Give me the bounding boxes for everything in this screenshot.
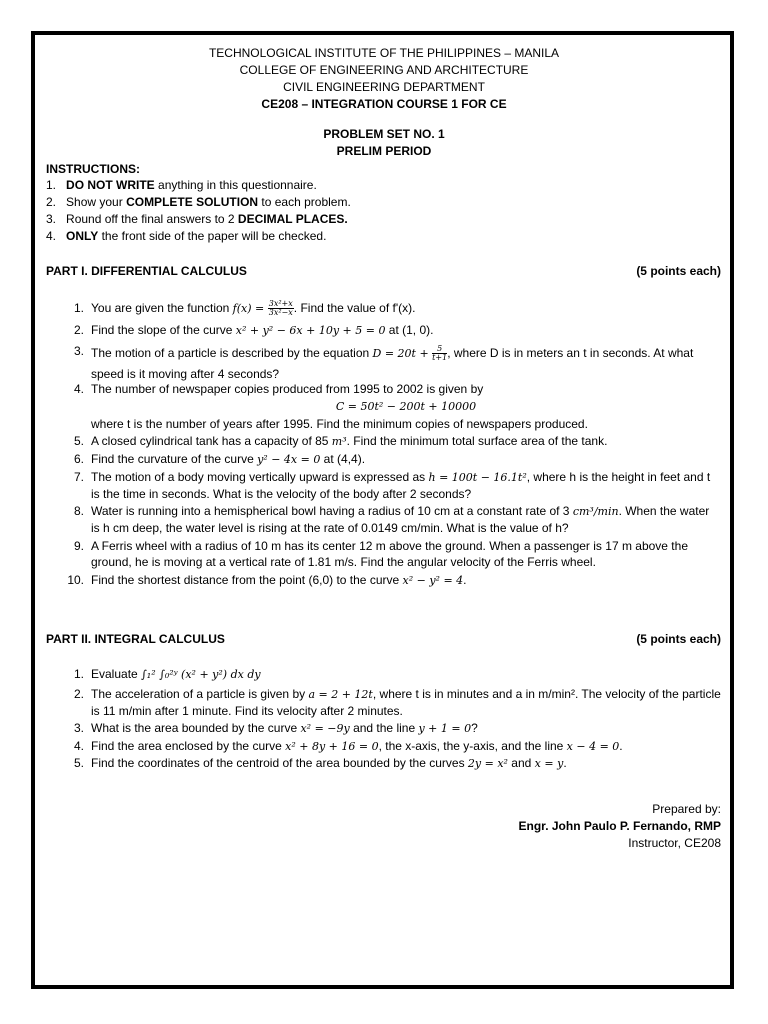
part2-title: PART II. INTEGRAL CALCULUS bbox=[46, 632, 225, 646]
problem-number: 5. bbox=[73, 756, 84, 770]
instructor-role: Instructor, CE208 bbox=[628, 836, 721, 850]
problem-number: 3. bbox=[73, 721, 84, 735]
problem-number: 3. bbox=[73, 344, 84, 358]
college-name: COLLEGE OF ENGINEERING AND ARCHITECTURE bbox=[239, 63, 529, 77]
problem-text: You are given the function f(x) = $\frac{\text{3x²+x}}{\text{3x²−x}}$ . Find the value of f'(x). bbox=[91, 299, 416, 318]
problem-set-title: PROBLEM SET NO. 1 bbox=[323, 127, 445, 141]
course-title: CE208 – INTEGRATION COURSE 1 FOR CE bbox=[261, 97, 507, 111]
problem-text: The number of newspaper copies produced from 1995 to 2002 is given by bbox=[91, 382, 484, 396]
problem-number: 2. bbox=[73, 687, 84, 701]
instruction-item: 2. Show your COMPLETE SOLUTION to each problem. bbox=[46, 195, 351, 209]
period-title: PRELIM PERIOD bbox=[336, 144, 432, 158]
problem-text: Evaluate ∫₁² ∫₀²ʸ (x² + y²) dx dy bbox=[91, 667, 261, 681]
equation: C = 50t² − 200t + 10000 bbox=[335, 400, 477, 413]
part2-points: (5 points each) bbox=[636, 632, 721, 646]
problem-number: 6. bbox=[73, 452, 84, 466]
problem-text: Find the slope of the curve x² + y² − 6x + 10y + 5 = 0 at (1, 0). bbox=[91, 323, 434, 337]
instruction-item: 1. DO NOT WRITE anything in this questionnaire. bbox=[46, 178, 317, 192]
problem-text: What is the area bounded by the curve x² = −9y and the line y + 1 = 0? bbox=[91, 721, 478, 735]
problem-number: 4. bbox=[73, 382, 84, 396]
problem-number: 1. bbox=[73, 667, 84, 681]
problem-number: 9. bbox=[73, 539, 84, 553]
part1-points: (5 points each) bbox=[636, 264, 721, 278]
institute-name: TECHNOLOGICAL INSTITUTE OF THE PHILIPPINES – MANILA bbox=[208, 46, 560, 60]
department-name: CIVIL ENGINEERING DEPARTMENT bbox=[283, 80, 485, 94]
part1-title: PART I. DIFFERENTIAL CALCULUS bbox=[46, 264, 247, 278]
problem-text: A Ferris wheel with a radius of 10 m has its center 12 m above the ground. When a passenger is 17 m above the ground, he is moving at a vertical rate of 1.81 m/s. Find the angular velocity of the Ferris wheel. bbox=[91, 539, 688, 569]
problem-text: The acceleration of a particle is given by a = 2 + 12t, where t is in minutes and a in m/min². The velocity of the particle is 11 m/min after 1 minute. Find its velocity after 2 minutes. bbox=[91, 687, 721, 718]
problem-number: 4. bbox=[73, 739, 84, 753]
instruction-item: 4. ONLY the front side of the paper will be checked. bbox=[46, 229, 327, 243]
problem-text: The motion of a body moving vertically upward is expressed as h = 100t − 16.1t², where h is the height in feet and t is the time in seconds. What is the velocity of the body after 2 seconds? bbox=[91, 470, 711, 501]
instructor-name: Engr. John Paulo P. Fernando, RMP bbox=[518, 819, 721, 833]
instruction-item: 3. Round off the final answers to 2 DECIMAL PLACES. bbox=[46, 212, 348, 226]
problem-number: 10. bbox=[67, 573, 84, 587]
problem-number: 1. bbox=[73, 301, 84, 315]
problem-text: Find the curvature of the curve y² − 4x = 0 at (4,4). bbox=[91, 452, 366, 466]
problem-text: Find the area enclosed by the curve x² + 8y + 16 = 0, the x-axis, the y-axis, and the line x − 4 = 0. bbox=[91, 739, 623, 753]
problem-text: where t is the number of years after 1995. Find the minimum copies of newspapers produced. bbox=[91, 417, 588, 431]
instructions-title: INSTRUCTIONS: bbox=[46, 162, 140, 176]
prepared-by-label: Prepared by: bbox=[652, 802, 721, 816]
problem-number: 8. bbox=[73, 504, 84, 518]
problem-number: 5. bbox=[73, 434, 84, 448]
problem-text: Find the coordinates of the centroid of the area bounded by the curves 2y = x² and x = y. bbox=[91, 756, 567, 770]
problem-text: A closed cylindrical tank has a capacity of 85 m³. Find the minimum total surface area of the tank. bbox=[91, 434, 608, 448]
problem-number: 7. bbox=[73, 470, 84, 484]
problem-number: 2. bbox=[73, 323, 84, 337]
problem-text: Water is running into a hemispherical bowl having a radius of 10 cm at a constant rate of 3 cm³/min. When the water is h cm deep, the water level is rising at the rate of 0.0149 cm/min. What is the value of h? bbox=[91, 504, 710, 535]
problem-text: The motion of a particle is described by the equation D = 20t + $\frac{5}{t+1}$ , where D is in meters an t in seconds. At what speed is it moving after 4 seconds? bbox=[91, 344, 694, 381]
problem-text: Find the shortest distance from the point (6,0) to the curve x² − y² = 4. bbox=[91, 573, 467, 587]
